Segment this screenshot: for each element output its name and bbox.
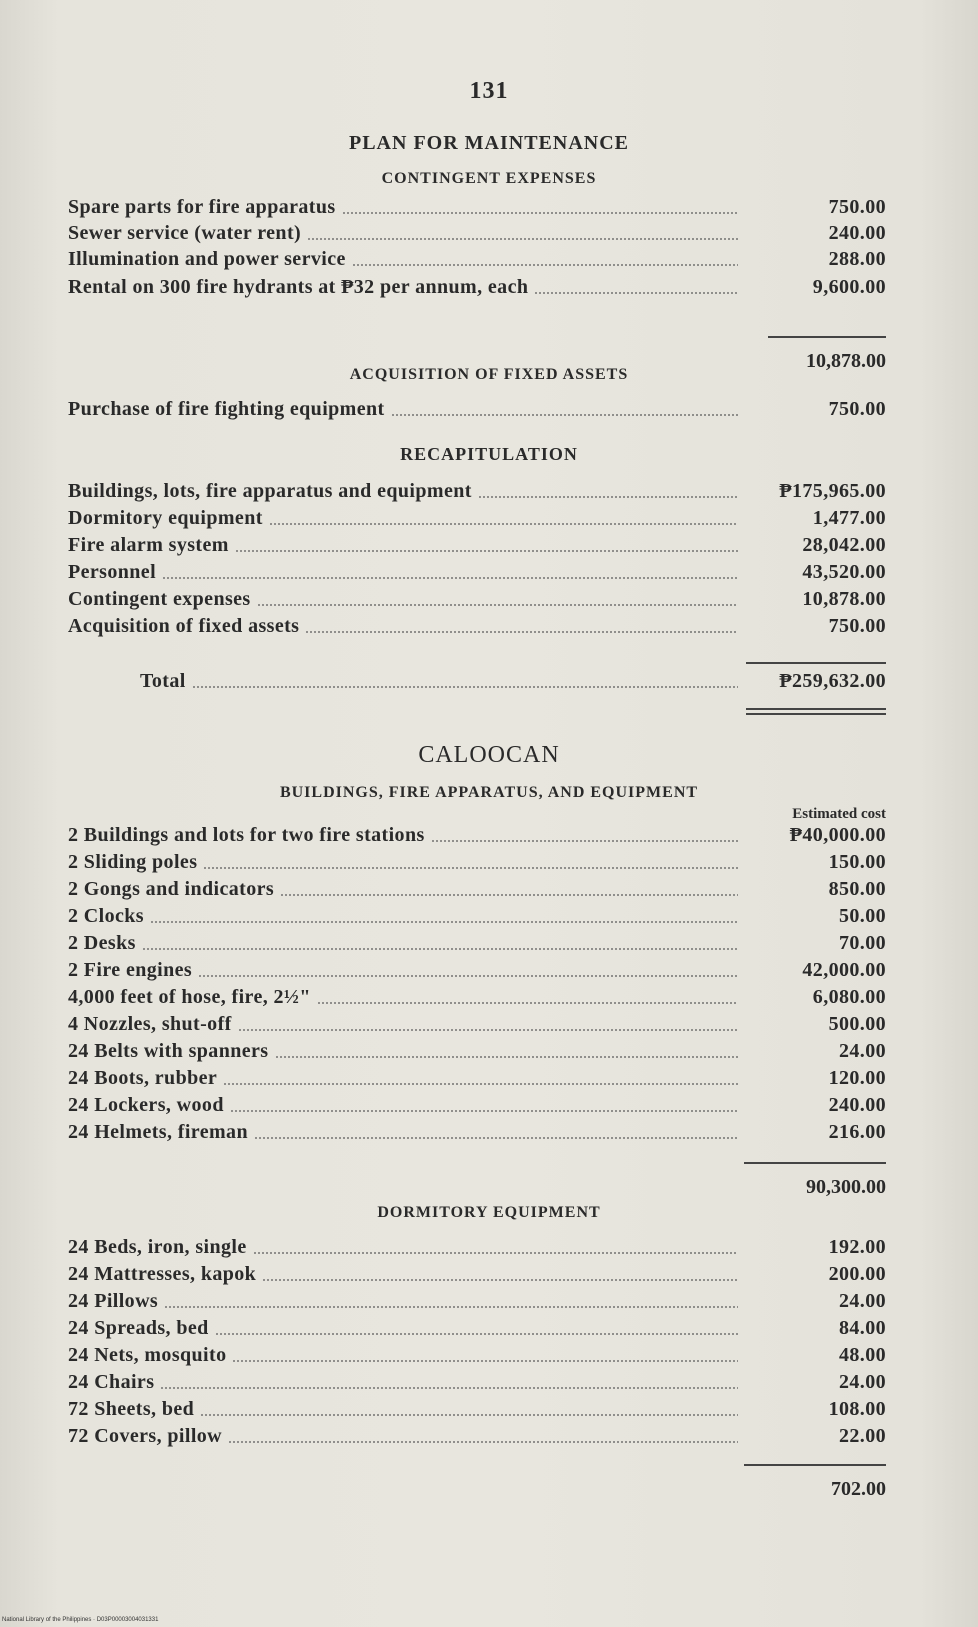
leader-dots	[198, 975, 738, 977]
item-label: 2 Fire engines	[68, 959, 193, 981]
leader-dots	[203, 867, 738, 869]
subtotal-buildings: 90,300.00	[806, 1176, 886, 1198]
leader-dots	[534, 292, 738, 294]
item-label: 2 Buildings and lots for two fire stations	[68, 824, 425, 846]
item-label: 4,000 feet of hose, fire, 2½"	[68, 986, 311, 1008]
total-rule	[746, 662, 886, 664]
item-label: Personnel	[68, 561, 157, 583]
item-value: 750.00	[828, 196, 886, 218]
list-item	[68, 248, 886, 272]
leader-dots	[391, 414, 738, 416]
item-label: 2 Gongs and indicators	[68, 878, 275, 900]
item-value: 288.00	[828, 248, 886, 270]
item-label: Purchase of fire fighting equipment	[68, 398, 385, 420]
leader-dots	[162, 577, 738, 579]
item-label: 24 Pillows	[68, 1290, 159, 1312]
item-value: 48.00	[839, 1344, 886, 1366]
leader-dots	[342, 212, 738, 214]
item-value: 216.00	[828, 1121, 886, 1143]
item-value: 240.00	[828, 1094, 886, 1116]
item-value: 22.00	[839, 1425, 886, 1447]
total-value: ₱259,632.00	[779, 670, 886, 692]
heading-acquisition: ACQUISITION OF FIXED ASSETS	[349, 366, 629, 383]
item-label: 24 Belts with spanners	[68, 1040, 269, 1062]
leader-dots	[254, 1137, 738, 1139]
list-item	[68, 932, 886, 956]
section-title-caloocan: CALOOCAN	[418, 742, 560, 768]
list-item	[68, 824, 886, 848]
item-label: Fire alarm system	[68, 534, 229, 556]
item-label: 72 Sheets, bed	[68, 1398, 195, 1420]
leader-dots	[235, 550, 738, 552]
item-label: 24 Lockers, wood	[68, 1094, 224, 1116]
column-header-estimated-cost: Estimated cost	[792, 806, 886, 822]
item-label: Sewer service (water rent)	[68, 222, 302, 244]
list-item	[68, 534, 886, 558]
item-label: Rental on 300 fire hydrants at ₱32 per annum, each	[68, 276, 529, 298]
list-item	[68, 1263, 886, 1287]
item-value: 84.00	[839, 1317, 886, 1339]
leader-dots	[230, 1110, 738, 1112]
item-value: 850.00	[828, 878, 886, 900]
item-label: 2 Desks	[68, 932, 136, 954]
item-value: 750.00	[828, 615, 886, 637]
total-label: Total	[140, 670, 186, 692]
subtotal-rule	[768, 336, 886, 338]
item-value: 50.00	[839, 905, 886, 927]
list-item	[68, 276, 886, 300]
leader-dots	[275, 1056, 739, 1058]
archive-footer: National Library of the Philippines · D03P00003004031331	[2, 1617, 159, 1623]
total-row	[140, 670, 886, 694]
item-label: Dormitory equipment	[68, 507, 263, 529]
item-label: 24 Helmets, fireman	[68, 1121, 248, 1143]
leader-dots	[262, 1279, 738, 1281]
heading-dormitory: DORMITORY EQUIPMENT	[377, 1204, 601, 1221]
item-label: 24 Beds, iron, single	[68, 1236, 247, 1258]
item-label: Illumination and power service	[68, 248, 346, 270]
leader-dots	[269, 523, 738, 525]
item-value: 24.00	[839, 1040, 886, 1062]
leader-dots	[253, 1252, 738, 1254]
item-label: Spare parts for fire apparatus	[68, 196, 336, 218]
double-rule-bottom	[746, 713, 886, 715]
list-item	[68, 398, 886, 422]
list-item	[68, 1013, 886, 1037]
item-value: 9,600.00	[812, 276, 886, 298]
leader-dots	[280, 894, 738, 896]
leader-dots	[352, 264, 738, 266]
item-value: 750.00	[828, 398, 886, 420]
item-label: 72 Covers, pillow	[68, 1425, 223, 1447]
list-item	[68, 905, 886, 929]
list-item	[68, 1094, 886, 1118]
item-value: 108.00	[828, 1398, 886, 1420]
list-item	[68, 1317, 886, 1341]
item-value: ₱175,965.00	[779, 480, 886, 502]
subtotal-rule	[744, 1162, 886, 1164]
item-label: 24 Chairs	[68, 1371, 155, 1393]
leader-dots	[164, 1306, 738, 1308]
item-value: 1,477.00	[812, 507, 886, 529]
item-value: 240.00	[828, 222, 886, 244]
item-label: 2 Sliding poles	[68, 851, 198, 873]
subtotal-rule	[744, 1464, 886, 1466]
list-item	[68, 851, 886, 875]
list-item	[68, 561, 886, 585]
item-value: 28,042.00	[802, 534, 886, 556]
leader-dots	[192, 686, 738, 688]
leader-dots	[317, 1002, 738, 1004]
item-value: 150.00	[828, 851, 886, 873]
subtotal-contingent: 10,878.00	[806, 350, 886, 372]
leader-dots	[215, 1333, 738, 1335]
item-value: 500.00	[828, 1013, 886, 1035]
item-value: 43,520.00	[802, 561, 886, 583]
list-item	[68, 1290, 886, 1314]
list-item	[68, 588, 886, 612]
leader-dots	[238, 1029, 738, 1031]
heading-contingent-expenses: CONTINGENT EXPENSES	[381, 170, 597, 187]
item-value: 6,080.00	[812, 986, 886, 1008]
leader-dots	[228, 1441, 738, 1443]
list-item	[68, 959, 886, 983]
item-value: ₱40,000.00	[789, 824, 886, 846]
item-value: 192.00	[828, 1236, 886, 1258]
list-item	[68, 1040, 886, 1064]
item-value: 10,878.00	[802, 588, 886, 610]
item-label: 24 Boots, rubber	[68, 1067, 218, 1089]
heading-buildings: BUILDINGS, FIRE APPARATUS, AND EQUIPMENT	[279, 784, 699, 801]
leader-dots	[232, 1360, 738, 1362]
list-item	[68, 986, 886, 1010]
list-item	[68, 878, 886, 902]
list-item	[68, 507, 886, 531]
item-value: 200.00	[828, 1263, 886, 1285]
heading-recapitulation: RECAPITULATION	[400, 444, 578, 464]
leader-dots	[150, 921, 738, 923]
item-value: 70.00	[839, 932, 886, 954]
list-item	[68, 615, 886, 639]
item-label: Buildings, lots, fire apparatus and equipment	[68, 480, 472, 502]
list-item	[68, 1425, 886, 1449]
list-item	[68, 222, 886, 246]
item-value: 24.00	[839, 1290, 886, 1312]
item-label: Contingent expenses	[68, 588, 251, 610]
list-item	[68, 480, 886, 504]
leader-dots	[431, 840, 738, 842]
item-label: 24 Spreads, bed	[68, 1317, 209, 1339]
leader-dots	[478, 496, 738, 498]
list-item	[68, 1398, 886, 1422]
item-label: 2 Clocks	[68, 905, 144, 927]
list-item	[68, 1067, 886, 1091]
leader-dots	[307, 238, 738, 240]
list-item	[68, 1236, 886, 1260]
item-label: 4 Nozzles, shut-off	[68, 1013, 232, 1035]
double-rule-top	[746, 708, 886, 710]
leader-dots	[223, 1083, 738, 1085]
leader-dots	[305, 631, 738, 633]
item-label: 24 Mattresses, kapok	[68, 1263, 257, 1285]
item-value: 24.00	[839, 1371, 886, 1393]
item-value: 120.00	[828, 1067, 886, 1089]
subtotal-dormitory: 702.00	[831, 1478, 886, 1500]
leader-dots	[200, 1414, 738, 1416]
list-item	[68, 1121, 886, 1145]
leader-dots	[257, 604, 738, 606]
item-value: 42,000.00	[802, 959, 886, 981]
leader-dots	[142, 948, 738, 950]
page-number: 131	[469, 78, 509, 104]
list-item	[68, 196, 886, 220]
list-item	[68, 1344, 886, 1368]
list-item	[68, 1371, 886, 1395]
section-title-maintenance: PLAN FOR MAINTENANCE	[349, 132, 629, 154]
leader-dots	[160, 1387, 738, 1389]
item-label: 24 Nets, mosquito	[68, 1344, 227, 1366]
item-label: Acquisition of fixed assets	[68, 615, 300, 637]
